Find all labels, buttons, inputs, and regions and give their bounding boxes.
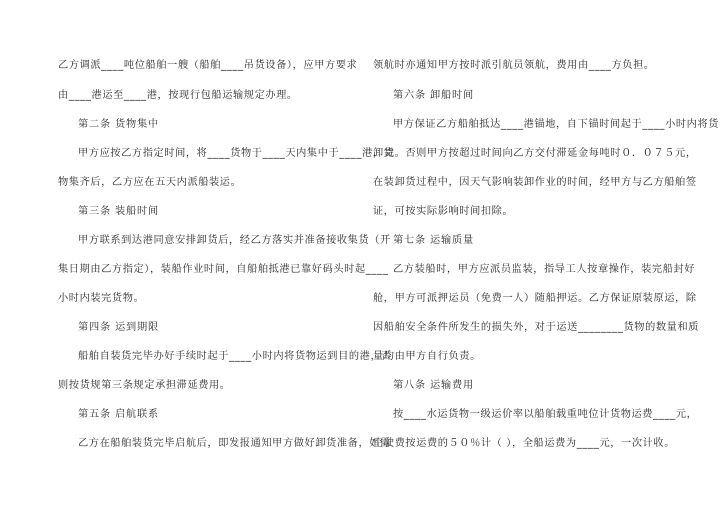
text-line: 领航时亦通知甲方按时派引航员领航，费用由____方负担。: [373, 60, 655, 71]
text-line: 乙方在船舶装货完毕启航后，即发报通知甲方做好卸货准备，如需: [78, 438, 391, 449]
text-line: 物集齐后，乙方应在五天内派船装运。: [58, 177, 242, 188]
section-heading-8: 第八条 运输费用: [393, 380, 474, 391]
text-line: 乙方调派____吨位船舶一艘（船舶____吊货设备），应甲方要求: [58, 60, 358, 71]
text-line: 甲方应按乙方指定时间，将____货物于____天内集中于____港，货: [78, 148, 395, 159]
section-heading-3: 第三条 装船时间: [78, 206, 159, 217]
text-line: 在装卸货过程中，因天气影响装卸作业的时间，经甲方与乙方船舶签: [373, 177, 697, 188]
section-heading-5: 第五条 启航联系: [78, 409, 159, 420]
text-line: 量均由甲方自行负责。: [373, 351, 481, 362]
text-line: 由____港运至____港，按现行包船运输规定办理。: [58, 90, 298, 101]
text-line: 按____水运货物一级运价率以船舶载重吨位计货物运费____元，: [393, 409, 698, 420]
section-heading-6: 第六条 卸船时间: [393, 90, 474, 101]
text-line: 舱，甲方可派押运员（免费一人）随船押运。乙方保证原装原运，除: [373, 293, 697, 304]
left-column: [58, 0, 395, 508]
text-line: 乙方装船时，甲方应派员监装，指导工人按章操作，装完船封好: [393, 264, 696, 275]
text-line: 证，可按实际影响时间扣除。: [373, 206, 514, 217]
section-heading-4: 第四条 运到期限: [78, 322, 159, 333]
text-line: 则按货规第三条规定承担滞延费用。: [58, 380, 231, 391]
section-heading-7: 第七条 运输质量: [393, 235, 474, 246]
text-line: 甲方保证乙方船舶抵达____港锚地，自下锚时间起于____小时内将货: [393, 119, 720, 130]
text-line: 甲方联系到达港同意安排卸货后，经乙方落实并准备接收集货（开: [78, 235, 391, 246]
text-line: 卸完。否则甲方按超过时间向乙方交付滞延金每吨时０．０７５元，: [373, 148, 697, 159]
text-line: 船舶自装货完毕办好手续时起于____小时内将货物运到目的港，否: [78, 351, 393, 362]
text-line: 空驶费按运费的５０％计（ ），全船运费为____元，一次计收。: [373, 438, 675, 449]
text-line: 因船舶安全条件所发生的损失外，对于运送________货物的数量和质: [373, 322, 700, 333]
section-heading-2: 第二条 货物集中: [78, 119, 159, 130]
right-column: [373, 0, 720, 508]
text-line: 小时内装完货物。: [58, 293, 145, 304]
text-line: 集日期由乙方指定），装船作业时间，自船舶抵港已靠好码头时起____: [58, 264, 389, 275]
